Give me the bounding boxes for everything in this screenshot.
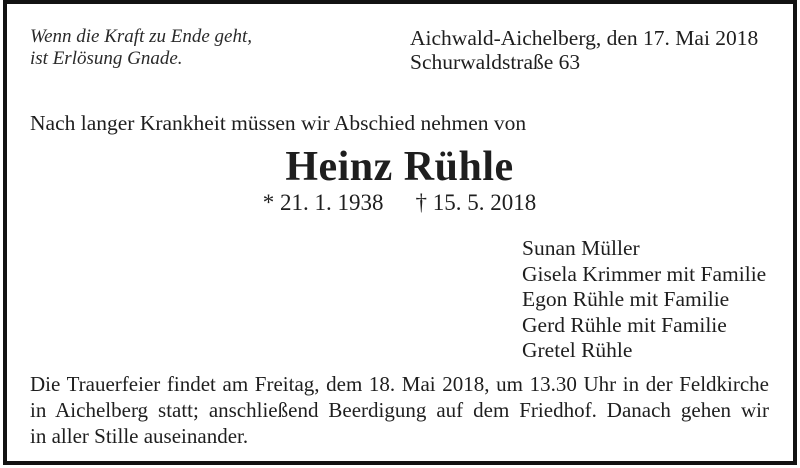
death-date: † 15. 5. 2018 — [415, 190, 537, 215]
funeral-information — [30, 371, 769, 449]
funeral-line-3: in aller Stille auseinander. — [30, 423, 249, 448]
mourner-name: Gerd Rühle mit Familie — [522, 312, 727, 337]
mourners-list — [522, 236, 769, 364]
mourner-name: Gretel Rühle — [522, 338, 633, 362]
mourner-name: Gisela Krimmer mit Familie — [522, 261, 767, 286]
life-dates — [30, 190, 769, 216]
deceased-name: Heinz Rühle — [285, 144, 514, 190]
epigraph-quote — [30, 26, 410, 70]
street-address-line: Schurwaldstraße 63 — [410, 50, 581, 74]
intro-text: Nach langer Krankheit müssen wir Abschied nehmen von — [30, 111, 527, 135]
funeral-line-1: Die Trauerfeier findet am Freitag, dem 18. Mai 2018, um 13.30 Uhr in der Feldkirche — [30, 371, 769, 396]
mourner-name: Egon Rühle mit Familie — [522, 287, 730, 311]
birth-date: * 21. 1. 1938 — [262, 190, 384, 215]
place-dateline — [410, 26, 758, 74]
mourner-name: Sunan Müller — [522, 236, 640, 260]
obituary-notice-frame — [3, 0, 797, 465]
epigraph-line-2: ist Erlösung Gnade. — [30, 48, 183, 69]
place-date-line: Aichwald-Aichelberg, den 17. Mai 2018 — [410, 26, 759, 50]
funeral-line-2: in Aichelberg statt; anschließend Beerdigung auf dem Friedhof. Danach gehen wir — [30, 397, 769, 422]
epigraph-line-1: Wenn die Kraft zu Ende geht, — [30, 26, 252, 47]
notice-header — [30, 26, 769, 74]
